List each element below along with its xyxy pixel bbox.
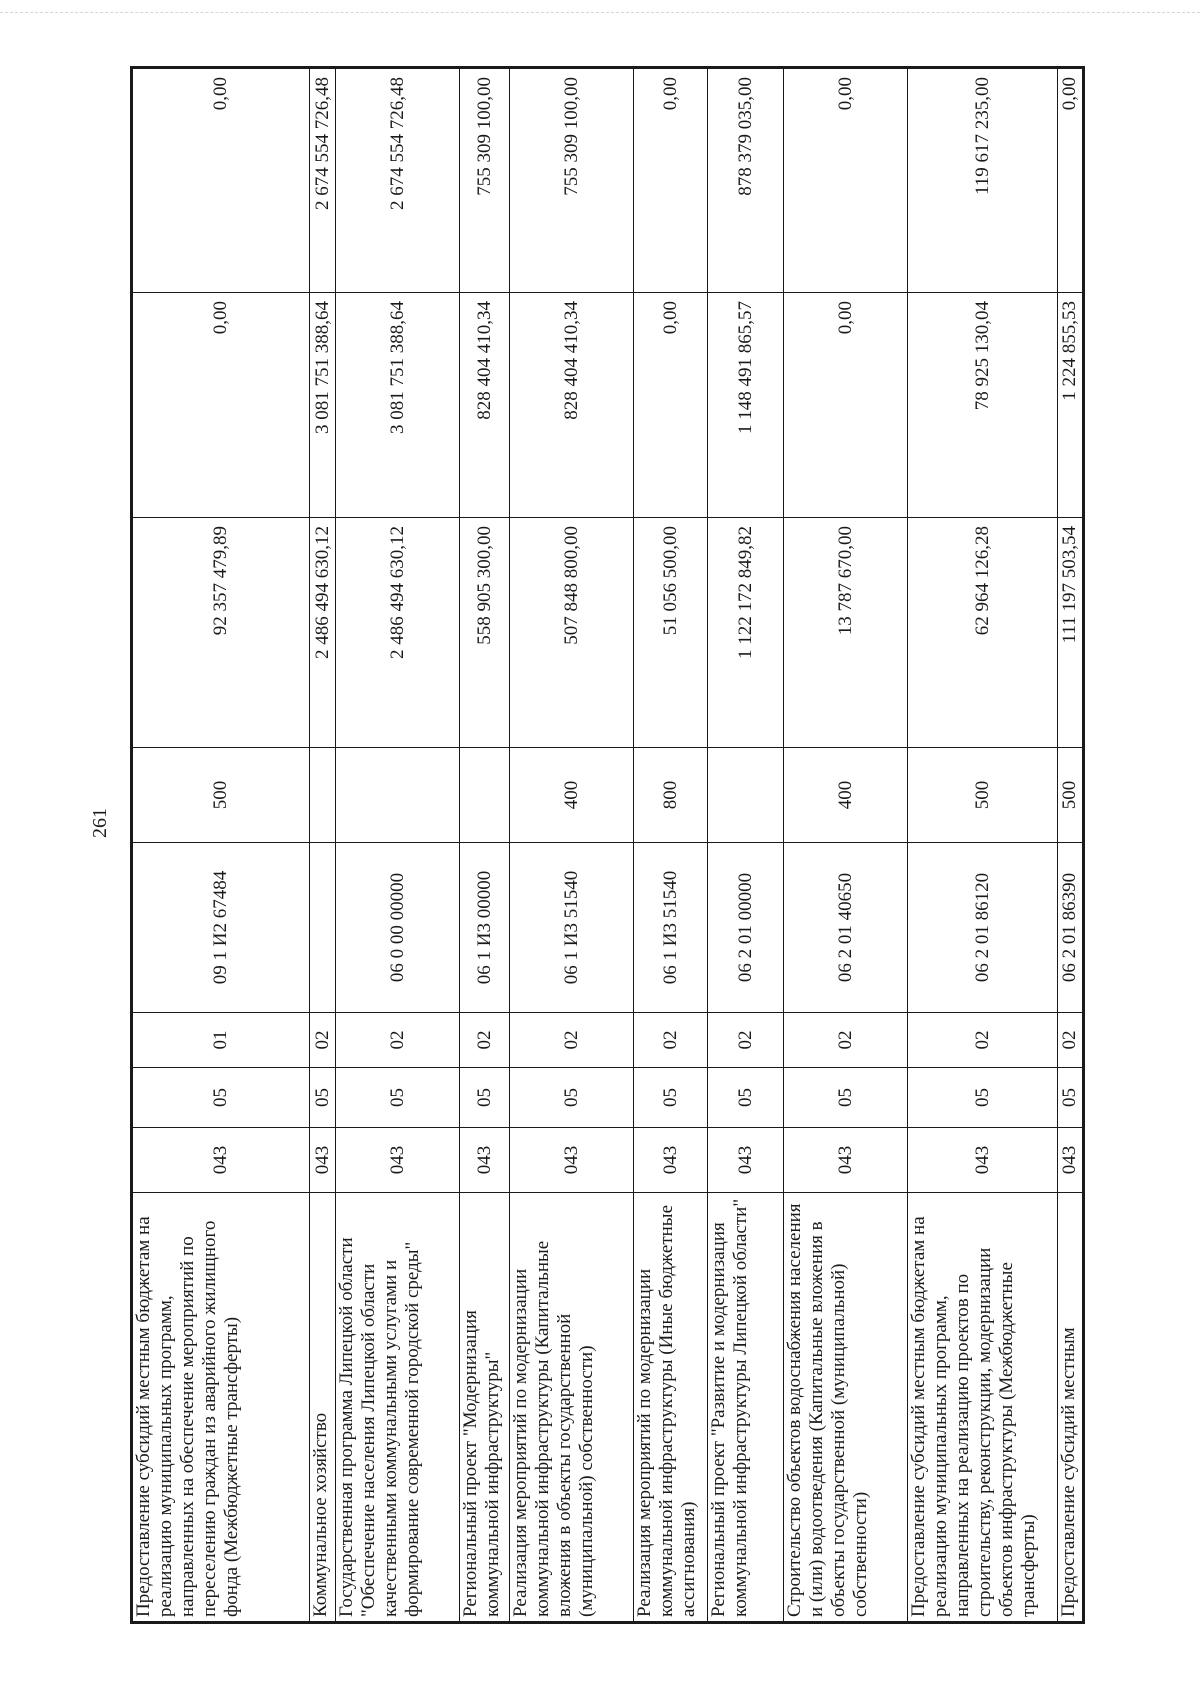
row-rz: 05: [908, 1068, 1058, 1128]
row-csr: 06 1 И3 51540: [510, 843, 634, 1013]
row-value-3: 2 674 554 726,48: [310, 68, 336, 293]
row-csr: 06 2 01 00000: [708, 843, 784, 1013]
table-row: [1058, 68, 1084, 1623]
row-ved: 043: [336, 1128, 460, 1193]
row-vr: 500: [132, 748, 310, 843]
row-ved: 043: [132, 1128, 310, 1193]
row-value-1: 62 964 126,28: [908, 518, 1058, 748]
row-value-3: 119 617 235,00: [908, 68, 1058, 293]
row-pr: 02: [310, 1013, 336, 1068]
row-rz: 05: [510, 1068, 634, 1128]
row-name: Реализация мероприятий по модернизации коммунальной инфраструктуры (Иные бюджетные ассигнования): [634, 1193, 708, 1623]
row-rz: 05: [784, 1068, 908, 1128]
row-vr: 400: [510, 748, 634, 843]
row-rz: 05: [310, 1068, 336, 1128]
row-value-1: 2 486 494 630,12: [336, 518, 460, 748]
row-pr: 02: [460, 1013, 510, 1068]
row-name: Предоставление субсидий местным бюджетам на реализацию муниципальных программ, направленных на обеспечение мероприятий по переселению граждан из аварийного жилищного фонда (Межбюджетные трансферты): [132, 1193, 310, 1623]
row-pr: 01: [132, 1013, 310, 1068]
row-value-1: 558 905 300,00: [460, 518, 510, 748]
row-rz: 05: [460, 1068, 510, 1128]
row-ved: 043: [510, 1128, 634, 1193]
row-value-1: 51 056 500,00: [634, 518, 708, 748]
row-name: Коммунальное хозяйство: [310, 1193, 336, 1623]
row-value-3: 2 674 554 726,48: [336, 68, 460, 293]
row-value-2: 3 081 751 388,64: [336, 293, 460, 518]
row-csr: 06 0 00 00000: [336, 843, 460, 1013]
row-pr: 02: [784, 1013, 908, 1068]
row-value-3: 878 379 035,00: [708, 68, 784, 293]
row-value-3: 0,00: [132, 68, 310, 293]
table-row: [510, 68, 634, 1623]
row-value-1: 507 848 800,00: [510, 518, 634, 748]
row-value-3: 755 309 100,00: [460, 68, 510, 293]
row-name: Предоставление субсидий местным бюджетам на реализацию муниципальных программ, направленных на реализацию проектов по строительству, реконструкции, модернизации объектов инфраструктуры (Межбюджетные трансферты): [908, 1193, 1058, 1623]
row-value-3: 755 309 100,00: [510, 68, 634, 293]
row-value-2: 1 148 491 865,57: [708, 293, 784, 518]
row-name: Строительство объектов водоснабжения населения и (или) водоотведения (Капитальные вложения в объекты государственной (муниципальной) собственности): [784, 1193, 908, 1623]
row-vr: [310, 748, 336, 843]
row-csr: 06 2 01 86120: [908, 843, 1058, 1013]
row-vr: [336, 748, 460, 843]
row-ved: 043: [460, 1128, 510, 1193]
row-value-2: 0,00: [132, 293, 310, 518]
row-vr: 400: [784, 748, 908, 843]
row-value-3: 0,00: [784, 68, 908, 293]
row-name: Региональный проект "Развитие и модернизация коммунальной инфраструктуры Липецкой области": [708, 1193, 784, 1623]
row-rz: 05: [634, 1068, 708, 1128]
row-csr: 06 2 01 40650: [784, 843, 908, 1013]
row-ved: 043: [908, 1128, 1058, 1193]
row-ved: 043: [1058, 1128, 1084, 1193]
row-value-3: 0,00: [634, 68, 708, 293]
row-vr: [708, 748, 784, 843]
row-csr: 06 1 И3 00000: [460, 843, 510, 1013]
table-row: [336, 68, 460, 1623]
table-row: [634, 68, 708, 1623]
rotated-table-container: [130, 69, 1085, 1624]
row-name: Реализация мероприятий по модернизации коммунальной инфраструктуры (Капитальные вложения в объекты государственной (муниципальной) собственности): [510, 1193, 634, 1623]
row-value-3: 0,00: [1058, 68, 1084, 293]
row-value-2: 0,00: [784, 293, 908, 518]
row-pr: 02: [336, 1013, 460, 1068]
row-rz: 05: [708, 1068, 784, 1128]
row-csr: 06 2 01 86390: [1058, 843, 1084, 1013]
row-name: Государственная программа Липецкой области "Обеспечение населения Липецкой области качественными коммунальными услугами и формирование современной городской среды": [336, 1193, 460, 1623]
row-value-1: 92 357 479,89: [132, 518, 310, 748]
table-row: [708, 68, 784, 1623]
row-pr: 02: [708, 1013, 784, 1068]
row-csr: [310, 843, 336, 1013]
row-value-2: 828 404 410,34: [460, 293, 510, 518]
row-value-1: 13 787 670,00: [784, 518, 908, 748]
table-row: [460, 68, 510, 1623]
row-rz: 05: [1058, 1068, 1084, 1128]
row-value-1: 1 122 172 849,82: [708, 518, 784, 748]
table-row: [908, 68, 1058, 1623]
row-vr: [460, 748, 510, 843]
row-value-2: 1 224 855,53: [1058, 293, 1084, 518]
row-value-2: 828 404 410,34: [510, 293, 634, 518]
scan-edge-line: [0, 12, 1200, 13]
row-vr: 500: [1058, 748, 1084, 843]
row-name: Региональный проект "Модернизация коммунальной инфраструктуры": [460, 1193, 510, 1623]
table-row: [310, 68, 336, 1623]
row-pr: 02: [634, 1013, 708, 1068]
table-row: [132, 68, 310, 1623]
row-csr: 09 1 И2 67484: [132, 843, 310, 1013]
row-ved: 043: [784, 1128, 908, 1193]
row-vr: 800: [634, 748, 708, 843]
row-csr: 06 1 И3 51540: [634, 843, 708, 1013]
row-ved: 043: [634, 1128, 708, 1193]
row-value-1: 111 197 503,54: [1058, 518, 1084, 748]
row-pr: 02: [510, 1013, 634, 1068]
row-value-1: 2 486 494 630,12: [310, 518, 336, 748]
row-ved: 043: [708, 1128, 784, 1193]
row-value-2: 0,00: [634, 293, 708, 518]
row-pr: 02: [1058, 1013, 1084, 1068]
budget-table: [130, 66, 1085, 1624]
row-rz: 05: [336, 1068, 460, 1128]
row-value-2: 3 081 751 388,64: [310, 293, 336, 518]
row-pr: 02: [908, 1013, 1058, 1068]
row-ved: 043: [310, 1128, 336, 1193]
row-vr: 500: [908, 748, 1058, 843]
row-rz: 05: [132, 1068, 310, 1128]
table-row: [784, 68, 908, 1623]
row-value-2: 78 925 130,04: [908, 293, 1058, 518]
row-name: Предоставление субсидий местным: [1058, 1193, 1084, 1623]
page-number: 261: [89, 808, 111, 838]
